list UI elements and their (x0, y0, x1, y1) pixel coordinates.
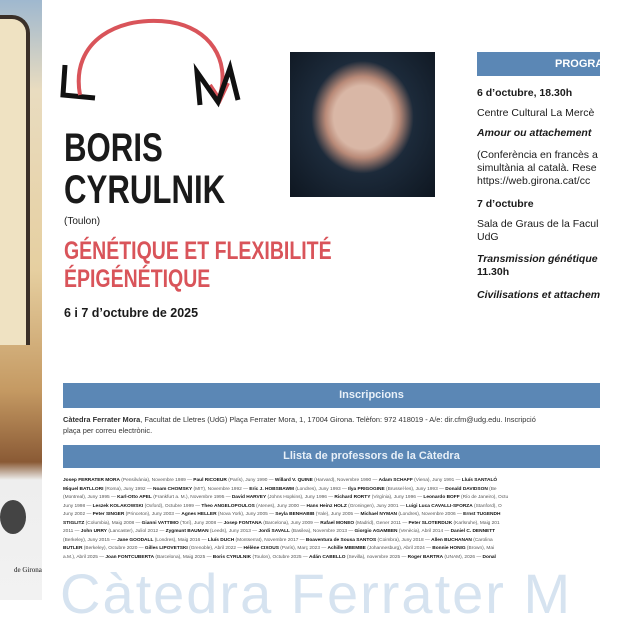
professor-detail: (Berkeley), Juny 2015 — (63, 537, 118, 543)
professor-name: Josep FONTANA (223, 520, 262, 526)
professor-detail: (Harvard), Novembre 1990 — (312, 478, 379, 483)
professors-row (63, 528, 600, 537)
lm-logo (60, 10, 245, 110)
professor-name: Willard V. QUINE (274, 478, 313, 483)
professor-detail: (Londres), Maig 2016 — (153, 537, 208, 543)
professor-name: Michael NYMAN (360, 512, 398, 517)
professor-name: Daniel C. DENNETT (450, 529, 496, 534)
professor-detail: (Princeton), Juny 2003 — (124, 512, 182, 517)
professor-detail: (Oxford), Octubre 1999 — (143, 503, 202, 509)
professor-detail: (Carolina (471, 537, 493, 543)
professor-name: Rafael MONEO (320, 520, 355, 526)
professor-detail: (Johns Hopkins), Juny 1996 — (266, 495, 335, 500)
professors-row (63, 554, 600, 563)
professor-name: Lluís SANTALÓ (461, 478, 498, 483)
org-name: Càtedra Ferrater Mora (63, 415, 141, 424)
professor-detail: (París), Març 2023 — (278, 546, 328, 551)
professor-name: Leszek KOLAKOWSKI (92, 503, 144, 509)
professor-name: Peter SINGER (92, 512, 125, 517)
professor-name: Boris CYRULNIK (212, 554, 252, 560)
professor-detail: (Brussel·les), Juny 1993 — (384, 486, 446, 492)
professor-detail: Juny 1998 — (63, 503, 93, 509)
university-logo-text: de Girona (14, 566, 42, 574)
talk-title-line2: ÉPIGÉNÉTIQUE (64, 265, 211, 293)
professors-row (63, 503, 600, 512)
professor-name: Seyla BENHABIB (275, 512, 315, 517)
professor-detail: (Venècia), Abril 2014 — (397, 529, 451, 534)
program-line: 6 d’octubre, 18.30h (477, 87, 573, 99)
professor-detail: (Stanford), O (472, 503, 502, 509)
professor-name: Leonardo BOFF (423, 495, 460, 500)
professor-name: Jane GOODALL (117, 537, 154, 543)
professor-detail: (Roma), Juny 1992 — (103, 486, 154, 492)
professor-detail: (Johannesburg), Abril 2024 — (365, 546, 433, 551)
professor-name: Miquel BATLLORI (63, 486, 104, 492)
professor-name: Ernst TUGENDH (463, 512, 501, 517)
professor-detail: (Virgínia), Juny 1996 — (370, 495, 424, 500)
professor-detail: Juny 2002 — (63, 512, 93, 517)
professor-name: BUTLER (63, 546, 83, 551)
professor-detail: (Nova York), Juny 2005 — (216, 512, 276, 517)
professor-name: Adam SCHAFF (378, 478, 413, 483)
program-line: Sala de Graus de la Facul (477, 218, 599, 230)
speaker-last-name: CYRULNIK (64, 168, 226, 212)
professor-detail: (Pensilvània), Novembre 1989 — (119, 478, 194, 483)
professor-name: STIGLITZ (63, 520, 85, 526)
program-line: 11.30h (477, 266, 510, 278)
professor-name: Hélène CIXOUS (243, 546, 279, 551)
professors-row (63, 494, 600, 503)
program-line: Amour ou attachement (477, 127, 592, 139)
professor-name: Bonnie HONIG (432, 546, 466, 551)
professor-detail: (Torí), Juny 2008 — (178, 520, 224, 526)
professor-detail: (Río de Janeiro), Octu (459, 495, 509, 500)
professor-name: Jordi SAVALL (258, 529, 290, 534)
professor-name: Joan FONTCUBERTA (105, 554, 155, 560)
professors-list (63, 477, 600, 562)
university-seal-icon (0, 500, 26, 534)
program-line: (Conferència en francès a (477, 149, 598, 161)
event-dates: 6 i 7 d’octubre de 2025 (64, 306, 199, 320)
speaker-photo (290, 52, 435, 197)
professors-row (63, 477, 600, 486)
professor-detail: (Leeds), Juny 2013 — (208, 529, 259, 534)
professor-detail: (Sevilla), novembre 2025 — (345, 554, 408, 560)
professor-detail: (UNAM), 2026 — (443, 554, 483, 560)
professor-detail: (Barcelona), Juny 2009 — (261, 520, 321, 526)
professor-detail: (Grenoble), Abril 2022 — (187, 546, 244, 551)
professor-name: Allen BUCHANAN (431, 537, 472, 543)
professor-name: Theo ANGELOPOULOS (201, 503, 255, 509)
professor-name: Boaventura de Sousa SANTOS (305, 537, 377, 543)
professor-name: Donald DAVIDSON (445, 486, 488, 492)
professor-detail: (Montserrat), Novembre 2017 — (234, 537, 306, 543)
professor-name: Luigi Luca CAVALLI-SFORZA (405, 503, 473, 509)
professor-detail: (Atenes), Juny 2000 — (254, 503, 307, 509)
professor-name: Hans Heinz HOLZ (306, 503, 347, 509)
professor-detail: (Berkeley), Octubre 2020 — (82, 546, 145, 551)
professor-name: Peter SLOTERDIJK (408, 520, 453, 526)
professors-row (63, 520, 600, 529)
professor-detail: a.M.), Abril 2025 — (63, 554, 106, 560)
professor-name: Roger BARTRA (407, 554, 444, 560)
professor-detail: (Be (487, 486, 497, 492)
professor-name: Donal (482, 554, 496, 560)
professor-name: Gilles LIPOVETSKI (144, 546, 188, 551)
professors-row (63, 486, 600, 495)
professor-detail: 2011 — (63, 529, 81, 534)
professor-detail: (Montreal), Juny 1995 — (63, 495, 118, 500)
program-line: UdG (477, 231, 499, 243)
professor-detail: (Karlsruhe), Maig 201 (452, 520, 500, 526)
program-line: Civilisations et attachem (477, 289, 601, 301)
professor-name: Eric J. HOBSBAWM (249, 486, 295, 492)
painting-tower (0, 15, 30, 345)
professor-detail: (Yale), Juny 2005 — (314, 512, 361, 517)
professor-name: Noam CHOMSKY (153, 486, 193, 492)
professor-detail: (París), Juny 1990 — (226, 478, 275, 483)
professor-detail: (Lancaster), Juliol 2012 — (107, 529, 166, 534)
professor-name: Ilya PRIGOGINE (348, 486, 385, 492)
professor-detail: (Barcelona), Maig 2025 — (154, 554, 213, 560)
professor-detail: (Columbia), Maig 2008 — (84, 520, 142, 526)
professor-name: Zygmunt BAUMAN (165, 529, 209, 534)
professor-name: Josep FERRATER MORA (63, 478, 120, 483)
speaker-city: (Toulon) (64, 216, 101, 227)
professors-row (63, 537, 600, 546)
program-line: 7 d’octubre (477, 198, 534, 210)
professor-name: Richard RORTY (334, 495, 371, 500)
professor-detail: (Coimbra), Juny 2018 — (376, 537, 432, 543)
professor-detail: (MIT), Novembre 1992 — (192, 486, 250, 492)
professor-detail: (Toulon), Octubre 2025 — (251, 554, 309, 560)
professors-header: Llista de professors de la Càtedra (63, 445, 600, 468)
professor-detail: (Londres), Juny 1993 — (294, 486, 349, 492)
program-header: PROGRAMA (477, 52, 600, 76)
program-line: https://web.girona.cat/cc (477, 175, 591, 187)
professor-name: Lluís DUCH (207, 537, 235, 543)
professors-row (63, 511, 600, 520)
program-line: simultània al català. Rese (477, 162, 597, 174)
talk-title-line1: GÉNÉTIQUE ET FLEXIBILITÉ (64, 237, 332, 265)
professor-detail: (Madrid), Gener 2011 — (354, 520, 409, 526)
professor-detail: (Londres), Novembre 2006 — (397, 512, 464, 517)
professor-detail: (Brown), Mai (465, 546, 495, 551)
professor-name: Paul RICOEUR (193, 478, 227, 483)
program-line: Centre Cultural La Mercè (477, 107, 595, 119)
professor-name: John URRY (80, 529, 107, 534)
professors-row (63, 545, 600, 554)
professor-name: Agnes HELLER (181, 512, 217, 517)
inscriptions-header: Inscripcions (63, 383, 600, 408)
professor-detail: (Frankfurt a. M.), Novembre 1995 — (151, 495, 232, 500)
professor-name: Karl-Otto APEL (117, 495, 152, 500)
speaker-first-name: BORIS (64, 126, 163, 170)
professor-detail: (Groningen), Juny 2001 — (346, 503, 406, 509)
professor-detail: (Viena), Juny 1991 — (412, 478, 462, 483)
professor-detail: (Basilea), Novembre 2013 — (290, 529, 355, 534)
inscriptions-line1 (63, 415, 536, 424)
professor-name: Achille MBEMBE (327, 546, 366, 551)
professor-name: Giorgio AGAMBEN (354, 529, 398, 534)
professor-name: Gianni VATTIMO (141, 520, 179, 526)
watermark: Càtedra Ferrater M (60, 562, 573, 625)
professor-name: David HARVEY (231, 495, 267, 500)
inscriptions-line2: plaça per correu electrònic. (63, 426, 153, 435)
professor-name: Adán CABELLO (309, 554, 346, 560)
program-line: Transmission génétique (477, 253, 598, 265)
inscriptions-text: , Facultat de Lletres (UdG) Plaça Ferrater Mora, 1, 17004 Girona. Telèfon: 972 418019 - A/e: dir.cfm@udg.edu. Inscripció (140, 415, 536, 424)
